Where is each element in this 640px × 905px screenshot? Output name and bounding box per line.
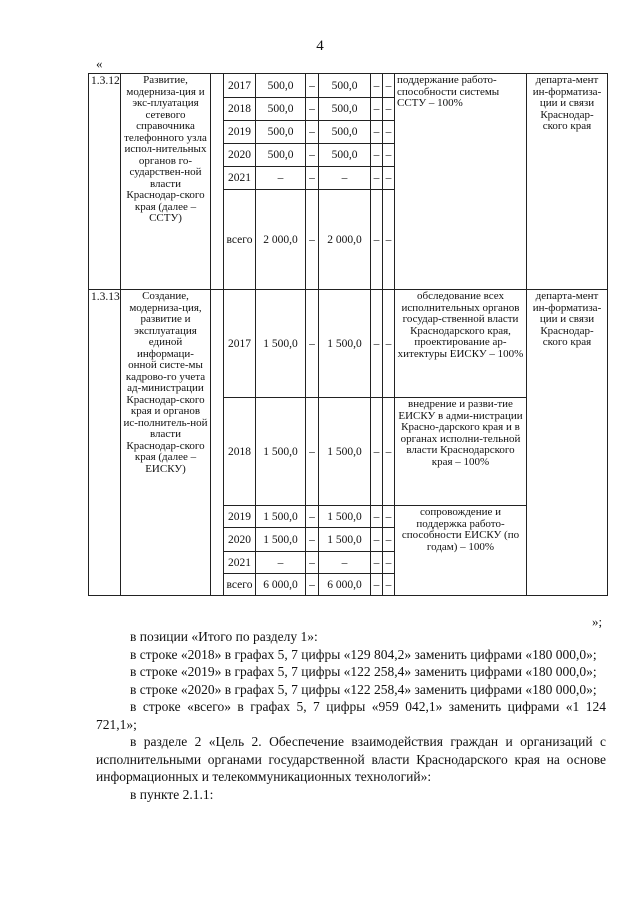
regional-cell: 1 500,0: [319, 398, 371, 506]
page-number: 4: [316, 38, 324, 54]
amendment-text: [96, 628, 606, 803]
year-cell: 2021: [224, 167, 256, 190]
municipal-cell: –: [371, 167, 383, 190]
year-cell: всего: [224, 190, 256, 290]
regional-cell: 1 500,0: [319, 528, 371, 552]
total-cell: –: [256, 552, 306, 574]
year-cell: 2020: [224, 144, 256, 167]
municipal-cell: –: [371, 552, 383, 574]
program-table: [88, 73, 608, 596]
regional-cell: –: [319, 167, 371, 190]
total-cell: 500,0: [256, 74, 306, 98]
municipal-cell: –: [371, 398, 383, 506]
total-cell: 1 500,0: [256, 290, 306, 398]
paragraph: в позиции «Итого по разделу 1»:: [130, 629, 318, 644]
department-cell: департа-мент ин-форматиза-ции и связи Краснодар-ского края: [527, 290, 608, 596]
year-cell: всего: [224, 574, 256, 596]
year-cell: 2018: [224, 398, 256, 506]
other-cell: –: [383, 167, 395, 190]
year-cell: 2019: [224, 121, 256, 144]
opening-quote: «: [96, 56, 103, 71]
table-row: [89, 74, 608, 98]
total-cell: 500,0: [256, 144, 306, 167]
other-cell: –: [383, 74, 395, 98]
other-cell: –: [383, 528, 395, 552]
regional-cell: 500,0: [319, 98, 371, 121]
item-name: Создание, модерниза-ция, развитие и эксплуатация единой информаци-онной систе-мы кадрово-го учета ад-министрации Краснодар-ского края и органов ис-полнитель-ной власти Краснодар-ского края (далее – ЕИСКУ): [121, 290, 211, 596]
federal-cell: –: [306, 552, 319, 574]
federal-cell: –: [306, 528, 319, 552]
paragraph: в строке «2019» в графах 5, 7 цифры «122 258,4» заменить цифрами «180 000,0»;: [130, 664, 597, 679]
municipal-cell: –: [371, 528, 383, 552]
regional-cell: 2 000,0: [319, 190, 371, 290]
paragraph: в разделе 2 «Цель 2. Обеспечение взаимодействия граждан и организаций с исполнительными органами государственной власти Краснодарского края на основе информационных и телекоммуникационных технологий»:: [96, 734, 606, 784]
total-cell: 2 000,0: [256, 190, 306, 290]
federal-cell: –: [306, 74, 319, 98]
department-cell: департа-мент ин-форматиза-ции и связи Краснодар-ского края: [527, 74, 608, 290]
result-cell: поддержание работо-способности системы ССТУ – 100%: [395, 74, 527, 290]
municipal-cell: –: [371, 574, 383, 596]
result-cell: обследование всех исполнительных органов государ-ственной власти Краснодарского края, проектирование ар-хитектуры ЕИСКУ – 100%: [395, 290, 527, 398]
regional-cell: 500,0: [319, 74, 371, 98]
federal-cell: –: [306, 290, 319, 398]
federal-cell: –: [306, 167, 319, 190]
year-cell: 2019: [224, 506, 256, 528]
regional-cell: –: [319, 552, 371, 574]
other-cell: –: [383, 98, 395, 121]
total-cell: 1 500,0: [256, 506, 306, 528]
municipal-cell: –: [371, 121, 383, 144]
federal-cell: –: [306, 98, 319, 121]
municipal-cell: –: [371, 98, 383, 121]
item-code: 1.3.13: [89, 290, 121, 596]
other-cell: –: [383, 552, 395, 574]
empty-column: [211, 74, 224, 290]
regional-cell: 500,0: [319, 144, 371, 167]
regional-cell: 1 500,0: [319, 506, 371, 528]
other-cell: –: [383, 290, 395, 398]
municipal-cell: –: [371, 144, 383, 167]
total-cell: 1 500,0: [256, 528, 306, 552]
other-cell: –: [383, 190, 395, 290]
total-cell: 500,0: [256, 121, 306, 144]
federal-cell: –: [306, 121, 319, 144]
federal-cell: –: [306, 398, 319, 506]
total-cell: –: [256, 167, 306, 190]
empty-column: [211, 290, 224, 596]
regional-cell: 6 000,0: [319, 574, 371, 596]
other-cell: –: [383, 121, 395, 144]
total-cell: 6 000,0: [256, 574, 306, 596]
result-cell: сопровождение и поддержка работо-способности ЕИСКУ (по годам) – 100%: [395, 506, 527, 596]
paragraph: в строке «2018» в графах 5, 7 цифры «129 804,2» заменить цифрами «180 000,0»;: [130, 646, 597, 662]
other-cell: –: [383, 144, 395, 167]
other-cell: –: [383, 398, 395, 506]
paragraph: в пункте 2.1.1:: [130, 786, 214, 802]
table-row: [89, 290, 608, 398]
municipal-cell: –: [371, 290, 383, 398]
item-name: Развитие, модерниза-ция и экс-плуатация сетевого справочника телефонного узла испол-нительных органов го-сударствен-ной власти Краснодар-ского края (далее – ССТУ): [121, 74, 211, 290]
federal-cell: –: [306, 144, 319, 167]
federal-cell: –: [306, 506, 319, 528]
year-cell: 2020: [224, 528, 256, 552]
federal-cell: –: [306, 190, 319, 290]
other-cell: –: [383, 574, 395, 596]
paragraph: в строке «всего» в графах 5, 7 цифры «959 042,1» заменить цифрами «1 124 721,1»;: [96, 699, 606, 732]
total-cell: 1 500,0: [256, 398, 306, 506]
municipal-cell: –: [371, 74, 383, 98]
year-cell: 2017: [224, 290, 256, 398]
result-cell: внедрение и разви-тие ЕИСКУ в адми-нистрации Красно-дарского края и в органах исполни-тельной власти Краснодарского края – 100%: [395, 398, 527, 506]
regional-cell: 1 500,0: [319, 290, 371, 398]
other-cell: –: [383, 506, 395, 528]
municipal-cell: –: [371, 506, 383, 528]
year-cell: 2018: [224, 98, 256, 121]
total-cell: 500,0: [256, 98, 306, 121]
federal-cell: –: [306, 574, 319, 596]
paragraph: в строке «2020» в графах 5, 7 цифры «122 258,4» заменить цифрами «180 000,0»;: [130, 681, 597, 697]
municipal-cell: –: [371, 190, 383, 290]
closing-quote: »;: [592, 614, 603, 629]
year-cell: 2017: [224, 74, 256, 98]
year-cell: 2021: [224, 552, 256, 574]
regional-cell: 500,0: [319, 121, 371, 144]
item-code: 1.3.12: [89, 74, 121, 290]
